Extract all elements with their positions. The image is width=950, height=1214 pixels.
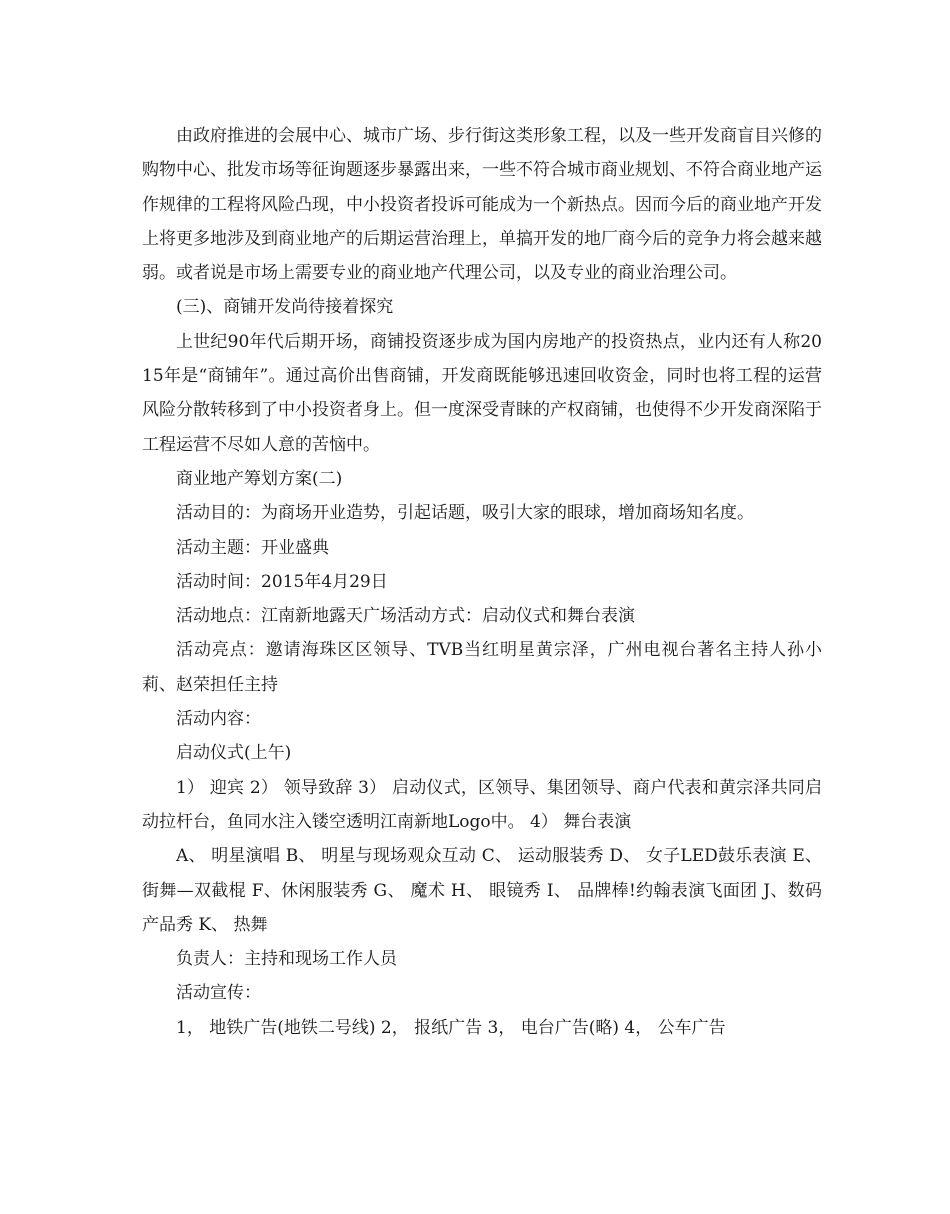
plan-title: 商业地产筹划方案(二) (176, 468, 343, 489)
publicity-channels: 1， 地铁广告(地铁二号线) 2， 报纸广告 3， 电台广告(略) 4， 公车广告 (176, 1017, 726, 1038)
publicity-label: 活动宣传： (176, 983, 261, 1004)
launch-ceremony-heading: 启动仪式(上午) (176, 743, 292, 764)
activity-content-label: 活动内容： (176, 709, 261, 730)
activity-time: 活动时间：2015年4月29日 (176, 571, 388, 592)
section-heading-shop-development: (三)、商铺开发尚待接着探究 (176, 297, 394, 318)
responsible-person: 负责人：主持和现场工作人员 (176, 949, 397, 970)
activity-theme: 活动主题：开业盛典 (176, 537, 329, 558)
document-body (142, 119, 822, 1045)
stage-program-list: A、 明星演唱 B、 明星与现场观众互动 C、 运动服装秀 D、 女子LED鼓乐表演 E、 街舞—双截棍 F、休闲服装秀 G、 魔术 H、 眼镜秀 I、 品牌棒!约翰表演飞面团 J、数码产品秀 K、 热舞 (142, 846, 822, 935)
activity-purpose: 活动目的：为商场开业造势，引起话题，吸引大家的眼球，增加商场知名度。 (176, 503, 754, 524)
paragraph-shop-investment: 上世纪90年代后期开场，商铺投资逐步成为国内房地产的投资热点，业内还有人称2015年是“商铺年”。通过高价出售商铺，开发商既能够迅速回收资金，同时也将工程的运营风险分散转移到了中小投资者身上。但一度深受青睐的产权商铺，也使得不少开发商深陷于工程运营不尽如人意的苦恼中。 (142, 331, 822, 455)
ceremony-steps: 1） 迎宾 2） 领导致辞 3） 启动仪式，区领导、集团领导、商户代表和黄宗泽共同启动拉杆台，鱼同水注入镂空透明江南新地Logo中。 4） 舞台表演 (142, 777, 822, 832)
activity-highlights: 活动亮点：邀请海珠区区领导、TVB当红明星黄宗泽，广州电视台著名主持人孙小莉、赵荣担任主持 (142, 640, 822, 695)
paragraph-risk: 由政府推进的会展中心、城市广场、步行街这类形象工程，以及一些开发商盲目兴修的购物中心、批发市场等征询题逐步暴露出来，一些不符合城市商业规划、不符合商业地产运作规律的工程将风险凸现，中小投资者投诉可能成为一个新热点。因而今后的商业地产开发上将更多地涉及到商业地产的后期运营治理上，单搞开发的地厂商今后的竞争力将会越来越弱。或者说是市场上需要专业的商业地产代理公司，以及专业的商业治理公司。 (142, 126, 822, 284)
activity-location: 活动地点：江南新地露天广场活动方式：启动仪式和舞台表演 (176, 606, 635, 627)
